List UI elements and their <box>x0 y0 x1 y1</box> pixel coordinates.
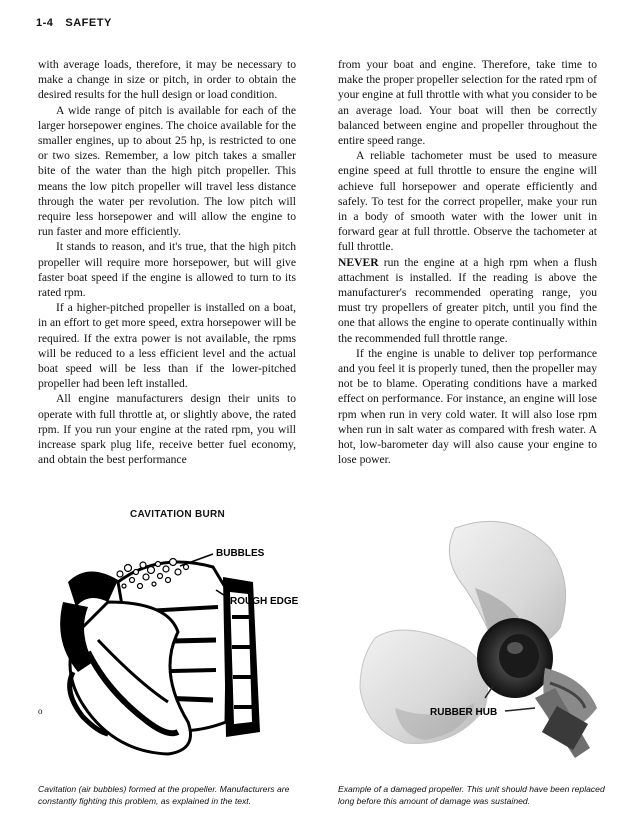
right-column <box>338 57 597 467</box>
damaged-propeller-photo <box>335 508 615 778</box>
left-column <box>38 57 296 467</box>
stray-mark: o <box>38 706 43 716</box>
left-paragraph-3: It stands to reason, and it's true, that the high pitch propeller will require more horsepower, but will give faster boat speed if the engine is allowed to turn to its rated rpm. <box>38 240 296 300</box>
rough-edge-label: ROUGH EDGE <box>230 596 299 607</box>
never-warning: NEVER <box>338 255 379 269</box>
left-paragraph-4: If a higher-pitched propeller is installed on a boat, in an effort to get more speed, extra horsepower will be required. If the extra power is not available, the rpms will be reduced to a less efficient level and the actual boat speed will be less than if the lower-pitched propeller had been left installed. <box>38 301 296 391</box>
propeller-drawing <box>48 522 318 772</box>
section-title: SAFETY <box>65 17 112 29</box>
left-paragraph-1: with average loads, therefore, it may be necessary to make a change in size or pitch, in order to obtain the desired results for the hull design or load condition. <box>38 58 296 102</box>
right-paragraph-4: If the engine is unable to deliver top performance and you feel it is properly tuned, then the propeller may not be to blame. Operating conditions have a marked effect on performance. For instance, an engine will lose rpm when run in very cold water. It will also lose rpm when run in salt water as compared with fresh water. A hot, low-barometer day will also cause your engine to lose power. <box>338 346 597 467</box>
damaged-propeller-caption: Example of a damaged propeller. This unit should have been replaced long before this amount of damage was sustained. <box>338 784 605 806</box>
page-number: 1-4 <box>36 17 54 29</box>
right-paragraph-3 <box>338 255 597 346</box>
left-paragraph-2: A wide range of pitch is available for each of the larger horsepower engines. The choice available for the smaller engines, up to about 25 hp, is restricted to one or two sizes. Remember, a low pitch takes a smaller bite of the water than the high pitch propeller. This means the low pitch propeller will travel less distance through the water per revolution. The low pitch will require less horsepower and will allow the engine to run faster and more efficiently. <box>38 103 296 239</box>
right-paragraph-1: from your boat and engine. Therefore, take time to make the proper propeller selection for the rated rpm of your engine at full throttle with what you consider to be an average load. Your boat will then be correctly balanced between engine and propeller throughout the entire speed range. <box>338 58 597 148</box>
cavitation-caption: Cavitation (air bubbles) formed at the propeller. Manufacturers are constantly fighting this problem, as explained in the text. <box>38 784 290 806</box>
page-header <box>36 17 112 29</box>
right-paragraph-3-text: run the engine at a high rpm when a flush attachment is installed. If the reading is above the manufacturer's recommended operating range, you must try propellers of greater pitch, until you find the one that allows the engine to operate continually within the recommended full throttle range. <box>338 255 597 345</box>
bubbles-label: BUBBLES <box>216 548 265 559</box>
left-paragraph-5: All engine manufacturers design their units to operate with full throttle at, or slightly above, the rated rpm. If you run your engine at the rated rpm, you will increase spark plug life, receive better fuel economy, and obtain the best performance <box>38 392 296 467</box>
right-paragraph-2: A reliable tachometer must be used to measure engine speed at full throttle to ensure the engine will achieve full horsepower and operate efficiently and safely. To test for the correct propeller, make your run in a body of smooth water with the lower unit in forward gear at full throttle. Observe the tachometer at full throttle. <box>338 149 597 254</box>
damaged-propeller-figure <box>335 508 615 778</box>
rubber-hub-label: RUBBER HUB <box>430 707 498 718</box>
cavitation-burn-figure <box>48 522 318 772</box>
cavitation-figure-title: CAVITATION BURN <box>130 509 226 520</box>
